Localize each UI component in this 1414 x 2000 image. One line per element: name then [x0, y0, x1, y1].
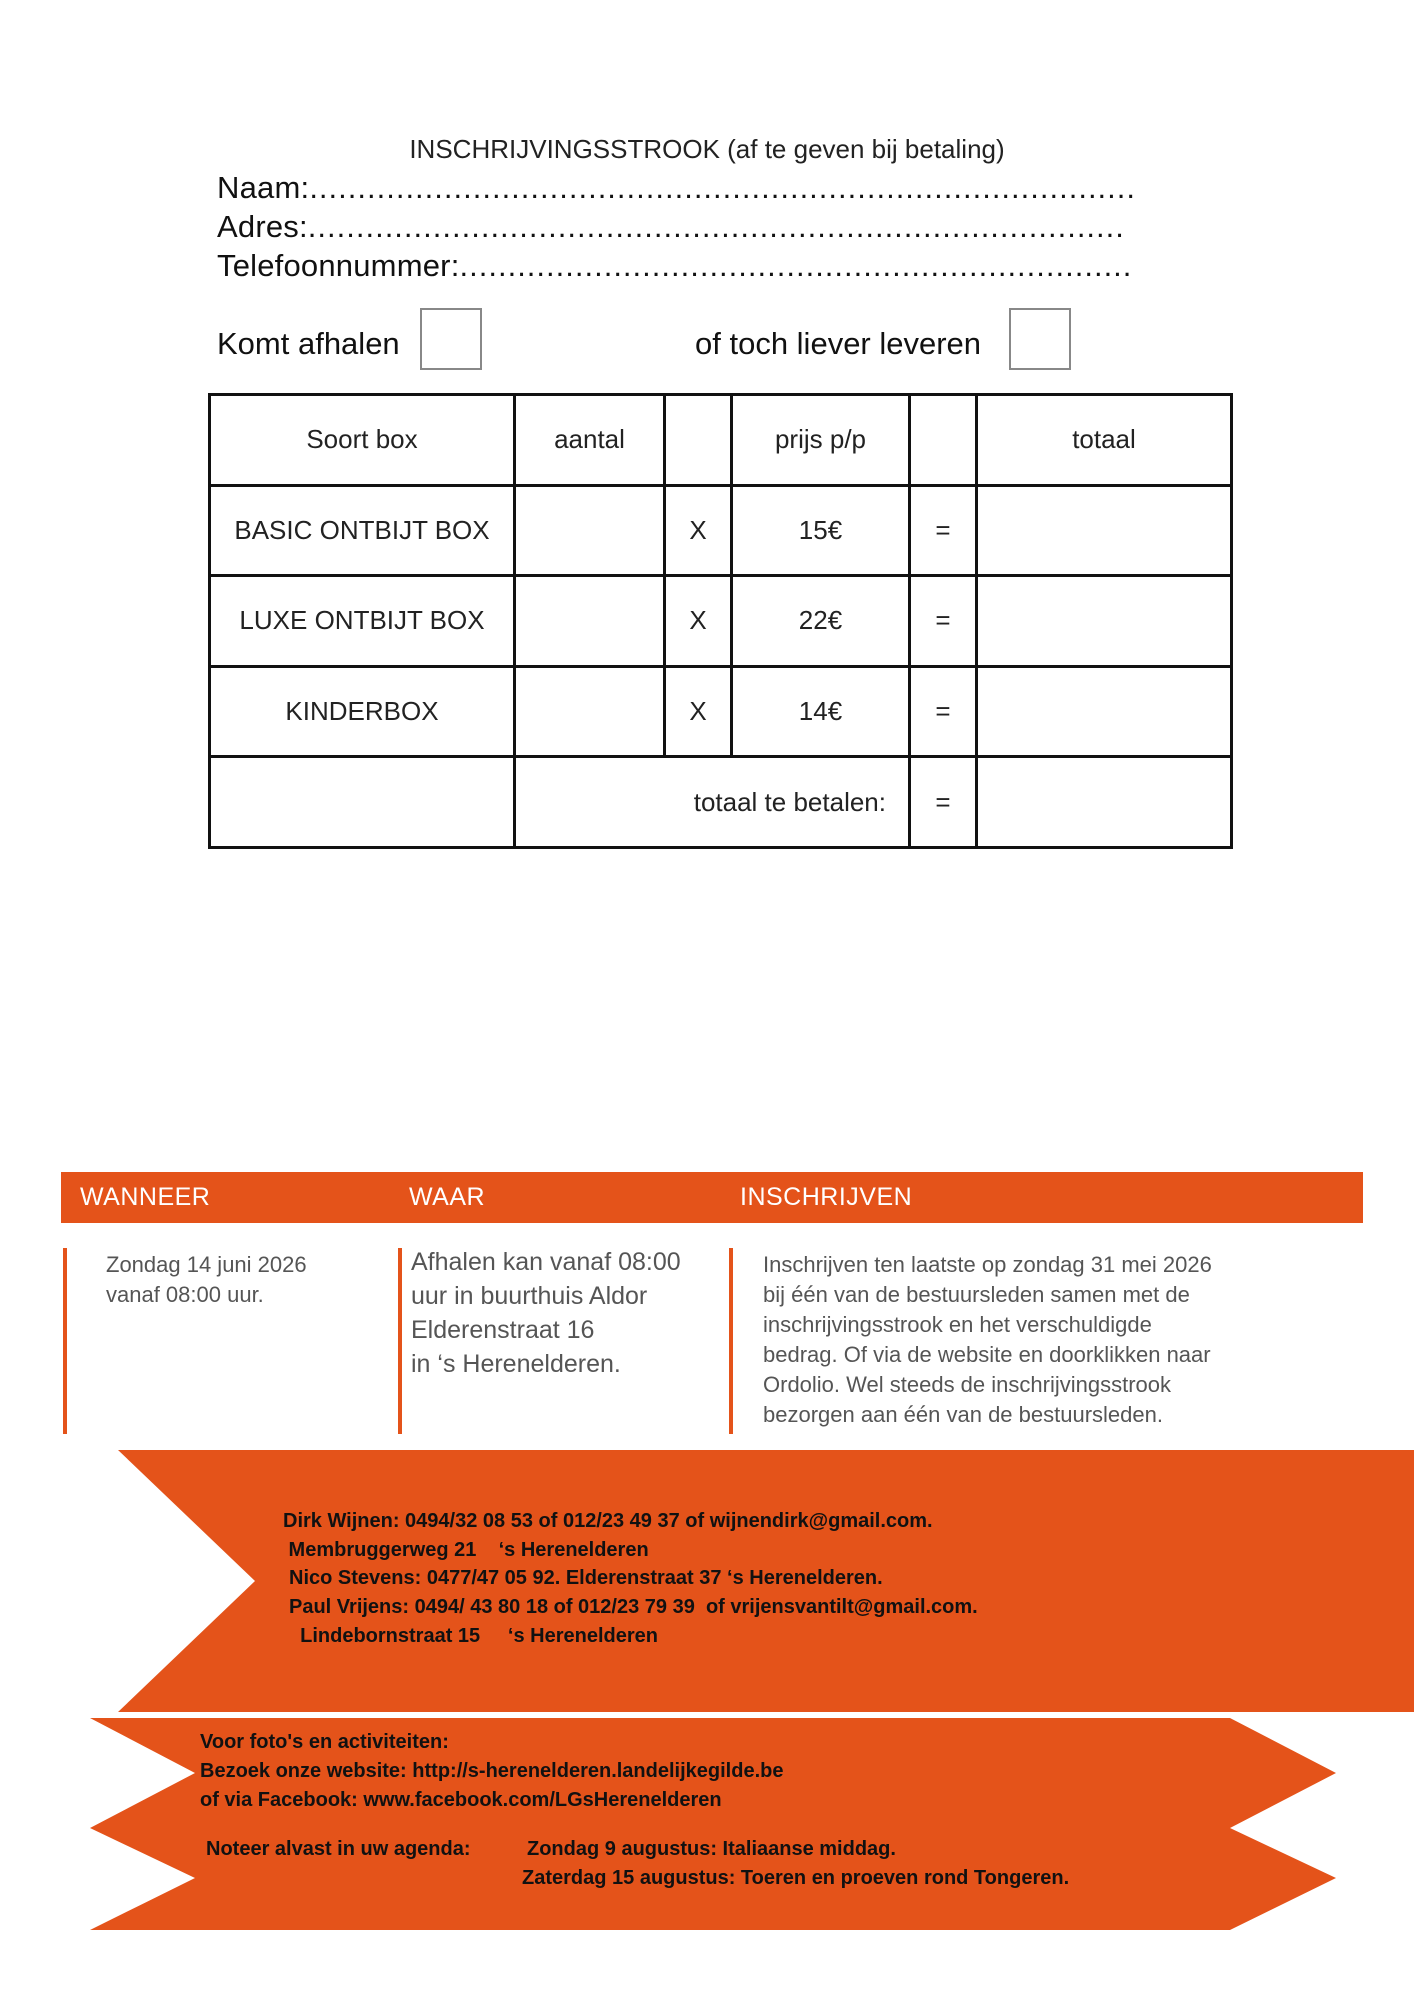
adres-label: Adres:	[217, 209, 308, 244]
total-label: totaal te betalen:	[515, 757, 910, 848]
naam-field[interactable]	[217, 170, 1136, 206]
wanneer-text: Zondag 14 juni 2026 vanaf 08:00 uur.	[106, 1252, 307, 1307]
contact-line: Dirk Wijnen: 0494/32 08 53 of 012/23 49 37 of wijnendirk@gmail.com.	[283, 1510, 933, 1532]
telefoon-dots: ......................................................................	[459, 248, 1133, 283]
equals-sign: =	[910, 485, 977, 576]
totaal-input[interactable]	[977, 485, 1232, 576]
equals-sign: =	[910, 757, 977, 848]
times-sign: X	[665, 485, 732, 576]
table-row	[210, 485, 1232, 576]
aantal-input[interactable]	[515, 576, 665, 667]
box-name: BASIC ONTBIJT BOX	[210, 485, 515, 576]
price: 14€	[732, 666, 910, 757]
contact-line: Nico Stevens: 0477/47 05 92. Elderenstraat 37 ‘s Herenelderen.	[289, 1567, 883, 1589]
equals-sign: =	[910, 576, 977, 667]
contact-line: Paul Vrijens: 0494/ 43 80 18 of 012/23 79 39 of vrijensvantilt@gmail.com.	[289, 1596, 978, 1618]
naam-dots: ......................................................................................	[309, 170, 1137, 205]
totaal-input[interactable]	[977, 666, 1232, 757]
column-divider	[398, 1248, 402, 1434]
column-divider	[63, 1248, 67, 1434]
adres-field[interactable]	[217, 209, 1125, 245]
header-totaal: totaal	[977, 395, 1232, 486]
contact-line: Lindebornstraat 15 ‘s Herenelderen	[289, 1625, 659, 1647]
table-header-row	[210, 395, 1232, 486]
header-inschrijven: INSCHRIJVEN	[740, 1183, 913, 1211]
header-blank	[665, 395, 732, 486]
equals-sign: =	[910, 666, 977, 757]
empty-cell	[210, 757, 515, 848]
aantal-input[interactable]	[515, 666, 665, 757]
header-wanneer: WANNEER	[80, 1183, 211, 1211]
times-sign: X	[665, 576, 732, 667]
box-name: KINDERBOX	[210, 666, 515, 757]
table-total-row	[210, 757, 1232, 848]
box-name: LUXE ONTBIJT BOX	[210, 576, 515, 667]
inschrijven-text: Inschrijven ten laatste op zondag 31 mei 2026 bij één van de bestuursleden samen met de inschrijvingsstrook en het verschuldigde bedrag. Of via de website en doorklikken naar Ordolio. Wel steeds de inschrijvingsstrook bezorgen aan één van de bestuursleden.	[763, 1252, 1212, 1427]
table-row	[210, 666, 1232, 757]
naam-label: Naam:	[217, 170, 310, 205]
price: 15€	[732, 485, 910, 576]
afhalen-label: Komt afhalen	[217, 326, 400, 361]
header-waar: WAAR	[409, 1183, 486, 1211]
footer-line: Voor foto's en activiteiten:	[200, 1731, 449, 1753]
info-header-bar	[61, 1172, 1363, 1223]
table-row	[210, 576, 1232, 667]
header-prijs: prijs p/p	[732, 395, 910, 486]
aantal-input[interactable]	[515, 485, 665, 576]
form-title: INSCHRIJVINGSSTROOK (af te geven bij betaling)	[409, 134, 1005, 164]
grand-total-input[interactable]	[977, 757, 1232, 848]
leveren-label: of toch liever leveren	[695, 326, 982, 361]
price: 22€	[732, 576, 910, 667]
footer-line: Bezoek onze website: http://s-herenelderen.landelijkegilde.be	[200, 1760, 784, 1782]
footer-line: of via Facebook: www.facebook.com/LGsHerenelderen	[200, 1789, 722, 1811]
telefoon-label: Telefoonnummer:	[217, 248, 460, 283]
header-aantal: aantal	[515, 395, 665, 486]
header-soort-box: Soort box	[210, 395, 515, 486]
agenda-item: Zondag 9 augustus: Italiaanse middag.	[527, 1838, 896, 1860]
waar-text: Afhalen kan vanaf 08:00 uur in buurthuis Aldor Elderenstraat 16 in ‘s Herenelderen.	[411, 1248, 681, 1378]
adres-dots: .....................................................................................	[307, 209, 1125, 244]
leveren-checkbox[interactable]	[1009, 308, 1071, 370]
order-table	[208, 393, 1233, 849]
agenda-item: Zaterdag 15 augustus: Toeren en proeven rond Tongeren.	[522, 1867, 1070, 1889]
column-divider	[729, 1248, 733, 1434]
times-sign: X	[665, 666, 732, 757]
totaal-input[interactable]	[977, 576, 1232, 667]
header-blank	[910, 395, 977, 486]
telefoon-field[interactable]	[217, 248, 1132, 284]
agenda-label: Noteer alvast in uw agenda:	[206, 1838, 471, 1860]
afhalen-checkbox[interactable]	[420, 308, 482, 370]
contact-line: Membruggerweg 21 ‘s Herenelderen	[283, 1539, 649, 1561]
